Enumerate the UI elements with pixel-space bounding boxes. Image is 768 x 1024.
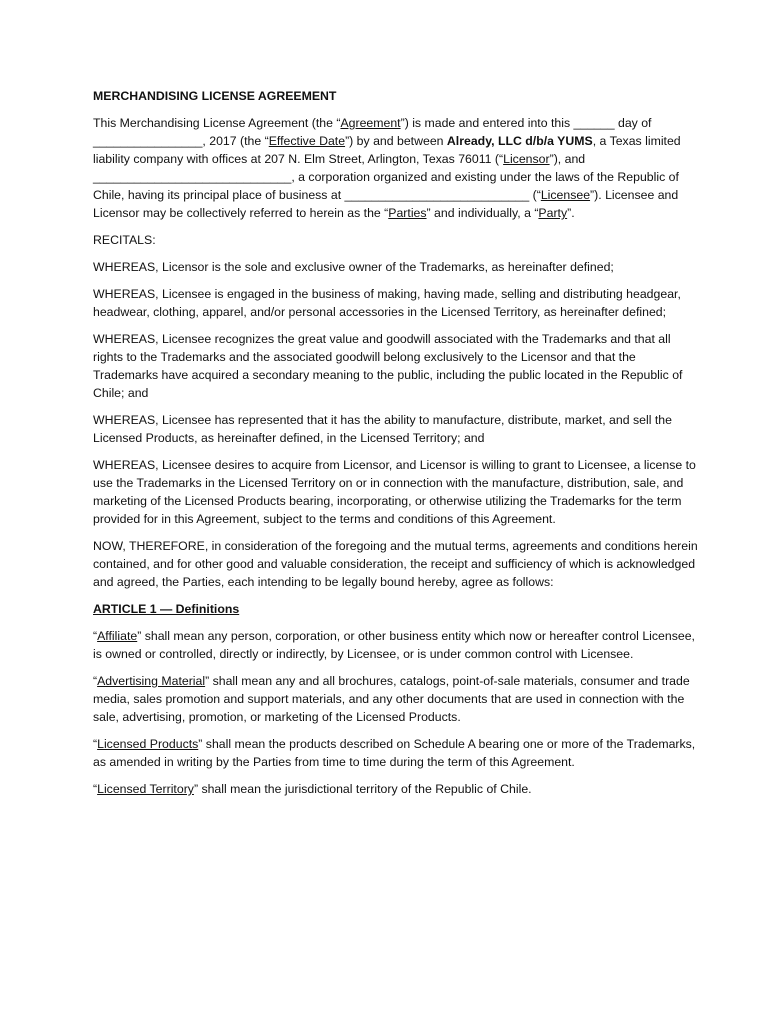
definition-affiliate [93,627,698,663]
intro-text-4: , a Texas limited liability company with offices at 207 N. Elm Street, Arlington, Texas 76011 (“ [93,134,681,166]
definition-term: Advertising Material [97,674,206,688]
term-party: Party [538,206,568,220]
recital-paragraph: WHEREAS, Licensee has represented that it has the ability to manufacture, distribute, market, and sell the Licensed Products, as hereinafter defined, in the Licensed Territory; and [93,413,672,445]
open-quote: “ [93,674,98,688]
now-therefore-paragraph: NOW, THEREFORE, in consideration of the foregoing and the mutual terms, agreements and conditions herein contained, and for other good and valuable consideration, the receipt and sufficiency of which is acknowledged and agreed, the Parties, each intending to be legally bound hereby, agree as follows: [93,539,698,589]
intro-text-5: ”), and _____________________________, a corporation organized and existing under the laws of the Republic of Chile, having its principal place of business at ___________________________ (“ [93,152,679,202]
term-licensee: Licensee [540,188,591,202]
definition-term: Licensed Products [97,737,199,751]
definition-advertising-material [93,672,698,726]
intro-text-6: ”). Licensee and Licensor may be collectively referred to herein as the “ [93,188,679,220]
recital-paragraph: WHEREAS, Licensee recognizes the great value and goodwill associated with the Trademarks and that all rights to the Trademarks and the associated goodwill belong exclusively to the Licensor and that the Trademarks have acquired a secondary meaning to the public, including the public located in the Republic of Chile; and [93,332,683,400]
recital-paragraph: WHEREAS, Licensor is the sole and exclusive owner of the Trademarks, as hereinafter defined; [93,260,614,274]
intro-paragraph [93,114,698,222]
definition-text: ” shall mean the jurisdictional territory of the Republic of Chile. [193,782,532,796]
intro-text-7: ” and individually, a “ [426,206,539,220]
term-agreement: Agreement [340,116,401,130]
intro-text-2: ”) is made and entered into this ______ day of ________________, 2017 (the “ [93,116,652,148]
document-title: MERCHANDISING LICENSE AGREEMENT [93,89,337,103]
term-parties: Parties [388,206,427,220]
definition-licensed-products [93,735,698,771]
open-quote: “ [93,782,98,796]
intro-text-1: This Merchandising License Agreement (the “ [93,116,341,130]
definition-text: ” shall mean any and all brochures, catalogs, point-of-sale materials, consumer and trade media, sales promotion and support materials, and any other documents that are used in connection with the sale, advertising, promotion, or marketing of the Licensed Products. [93,674,690,724]
open-quote: “ [93,629,98,643]
term-effective-date: Effective Date [268,134,346,148]
definition-term: Affiliate [97,629,138,643]
intro-text-8: ”. [567,206,575,220]
open-quote: “ [93,737,98,751]
recitals-heading: RECITALS: [93,233,156,247]
recital-paragraph: WHEREAS, Licensee is engaged in the business of making, having made, selling and distributing headgear, headwear, clothing, apparel, and/or personal accessories in the Licensed Territory, as hereinafter defined; [93,287,681,319]
recital-paragraph: WHEREAS, Licensee desires to acquire from Licensor, and Licensor is willing to grant to Licensee, a license to use the Trademarks in the Licensed Territory on or in connection with the manufacture, distribution, sale, and marketing of the Licensed Products bearing, incorporating, or otherwise utilizing the Trademarks for the term provided for in this Agreement, subject to the terms and conditions of this Agreement. [93,458,696,526]
article-heading: ARTICLE 1 — Definitions [93,602,240,616]
definition-term: Licensed Territory [97,782,194,796]
term-licensor: Licensor [503,152,550,166]
definition-text: ” shall mean any person, corporation, or other business entity which now or hereafter control Licensee, is owned or controlled, directly or indirectly, by Licensee, or is under common control with Licensee. [93,629,695,661]
definition-licensed-territory [93,780,698,798]
intro-text-3: ”) by and between [345,134,447,148]
definition-text: ” shall mean the products described on Schedule A bearing one or more of the Trademarks, as amended in writing by the Parties from time to time during the term of this Agreement. [93,737,696,769]
licensor-name: Already, LLC d/b/a YUMS [446,134,593,148]
